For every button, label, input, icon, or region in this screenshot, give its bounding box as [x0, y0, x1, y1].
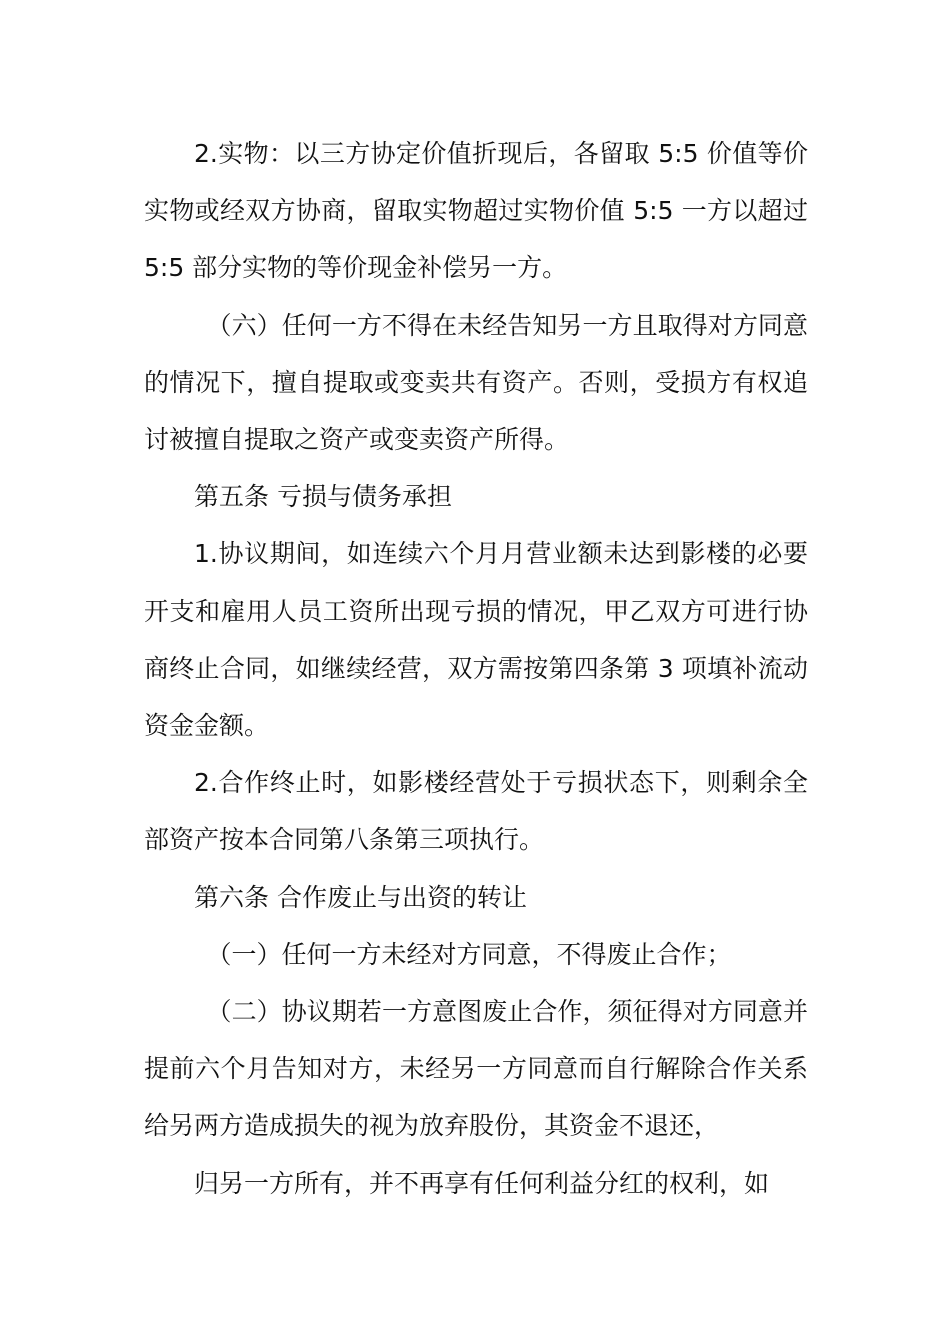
paragraph-clause-two: （二）协议期若一方意图废止合作，须征得对方同意并提前六个月告知对方，未经另一方同意而自行解除合作关系给另两方造成损失的视为放弃股份，其资金不退还，: [144, 997, 808, 1141]
paragraph-termination-loss: 2.合作终止时，如影楼经营处于亏损状态下，则剩余全部资产按本合同第八条第三项执行。: [144, 768, 808, 855]
heading-article-six: 第六条 合作废止与出资的转让: [194, 882, 527, 912]
heading-article-five: 第五条 亏损与债务承担: [194, 482, 452, 512]
paragraph-agreement-period: 1.协议期间，如连续六个月月营业额未达到影楼的必要开支和雇用人员工资所出现亏损的情况，甲乙双方可进行协商终止合同，如继续经营，双方需按第四条第 3 项填补流动资金金额。: [144, 539, 808, 741]
paragraph-clause-one: （一）任何一方未经对方同意，不得废止合作；: [206, 939, 732, 969]
paragraph-clause-six: （六）任何一方不得在未经告知另一方且取得对方同意的情况下，擅自提取或变卖共有资产。否则，受损方有权追讨被擅自提取之资产或变卖资产所得。: [144, 310, 808, 455]
paragraph-continuation: 归另一方所有，并不再享有任何利益分红的权利，如: [194, 1168, 770, 1198]
paragraph-physical-assets: 2.实物：以三方协定价值折现后，各留取 5:5 价值等价实物或经双方协商，留取实物超过实物价值 5:5 一方以超过 5:5 部分实物的等价现金补偿另一方。: [144, 139, 808, 283]
document-body: [144, 125, 808, 1212]
